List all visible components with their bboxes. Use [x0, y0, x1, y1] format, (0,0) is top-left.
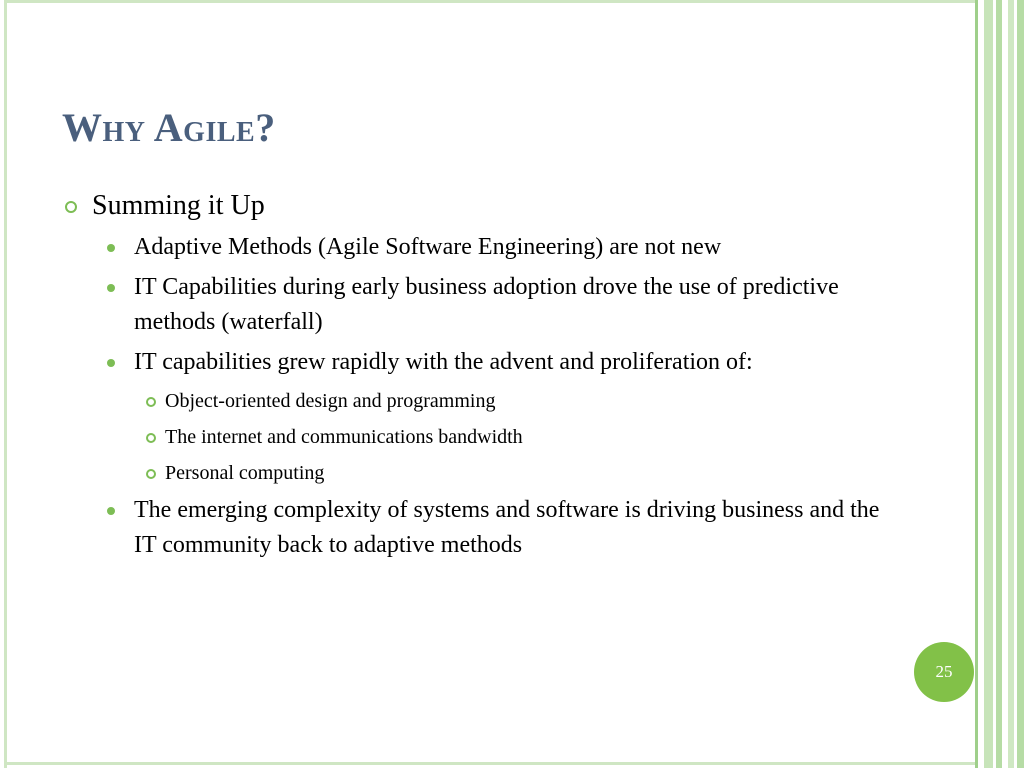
bullet-text: Personal computing — [165, 462, 325, 484]
decorative-stripe — [996, 0, 1002, 768]
decorative-stripe — [1008, 0, 1014, 768]
bullet-text: The internet and communications bandwidth — [165, 426, 523, 448]
slide-border-left — [4, 0, 7, 768]
bullet-level-3 — [62, 386, 892, 416]
slide-border-top — [4, 0, 976, 3]
bullet-text: Adaptive Methods (Agile Software Engineering) are not new — [134, 234, 722, 260]
decorative-stripe — [975, 0, 978, 768]
slide-border-bottom — [4, 762, 976, 765]
dot-bullet-icon — [107, 244, 115, 252]
dot-bullet-icon — [107, 507, 115, 515]
bullet-text: The emerging complexity of systems and software is driving business and the IT community back to adaptive methods — [134, 497, 880, 558]
decorative-stripe — [984, 0, 993, 768]
bullet-level-2 — [62, 493, 892, 563]
bullet-level-2 — [62, 345, 892, 380]
dot-bullet-icon — [107, 359, 115, 367]
bullet-level-3 — [62, 458, 892, 488]
bullet-level-2 — [62, 230, 892, 265]
page-number-badge — [914, 642, 974, 702]
ring-bullet-icon — [146, 469, 156, 479]
bullet-text: IT Capabilities during early business adoption drove the use of predictive methods (waterfall) — [134, 274, 839, 335]
bullet-text: Summing it Up — [92, 190, 265, 221]
decorative-stripe — [1017, 0, 1024, 768]
dot-bullet-icon — [107, 284, 115, 292]
bullet-text: Object-oriented design and programming — [165, 390, 496, 412]
bullet-level-3 — [62, 422, 892, 452]
bullet-level-2 — [62, 270, 892, 340]
ring-bullet-icon — [65, 201, 77, 213]
ring-bullet-icon — [146, 397, 156, 407]
bullet-level-1 — [62, 188, 892, 224]
bullet-text: IT capabilities grew rapidly with the advent and proliferation of: — [134, 349, 753, 375]
ring-bullet-icon — [146, 433, 156, 443]
slide-content — [62, 188, 892, 563]
slide-title: Why Agile? — [62, 105, 276, 150]
page-number: 25 — [935, 662, 953, 681]
